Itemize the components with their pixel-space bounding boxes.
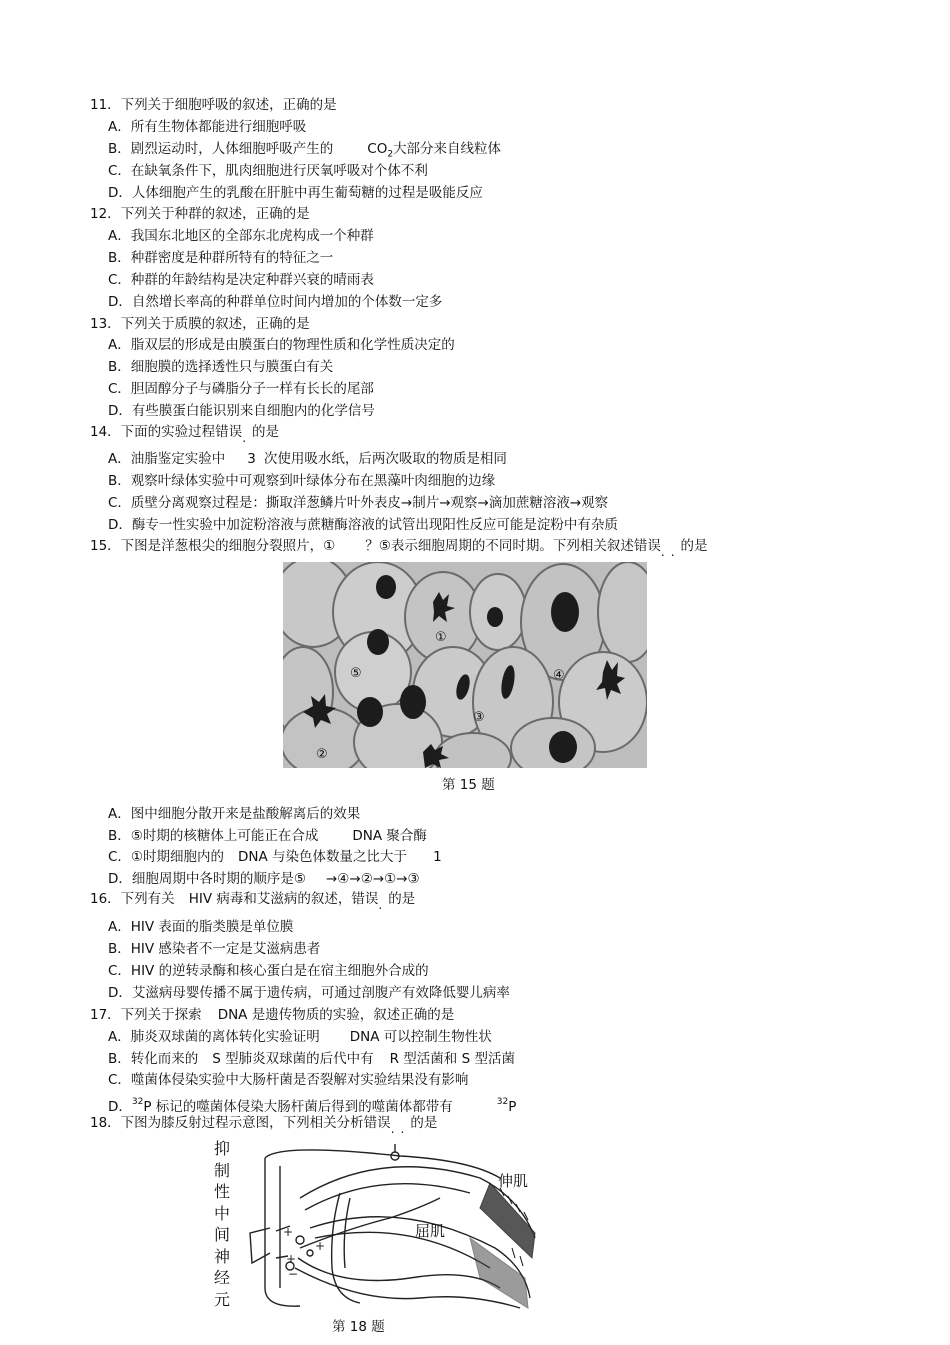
q14-option-b: B．观察叶绿体实验中可观察到叶绿体分布在黑藻叶肉细胞的边缘 [108,473,496,489]
svg-text:−: − [288,1267,299,1281]
q17-option-a: A．肺炎双球菌的离体转化实验证明 DNA 可以控制生物性状 [108,1029,492,1045]
q17-option-b: B．转化而来的 S 型肺炎双球菌的后代中有 R 型活菌和 S 型活菌 [108,1051,515,1067]
q11-option-a: A．所有生物体都能进行细胞呼吸 [108,119,307,135]
onion-root-tip-micrograph [283,562,647,768]
q15-option-b: B．⑤时期的核糖体上可能正在合成 DNA 聚合酶 [108,828,427,844]
q13-option-c: C．胆固醇分子与磷脂分子一样有长长的尾部 [108,381,374,397]
svg-text:+: + [286,1252,297,1266]
q16-stem: 16．下列有关 HIV 病毒和艾滋病的叙述，错误.的是 [90,891,416,912]
q14-option-a: A．油脂鉴定实验中 3 次使用吸水纸，后两次吸取的物质是相同 [108,451,507,467]
q18-caption: 第 18 题 [332,1319,385,1335]
q12-option-c: C．种群的年龄结构是决定种群兴衰的晴雨表 [108,272,374,288]
micrograph-label-4: ④ [553,668,565,683]
extensor-muscle-label: 伸肌 [498,1172,529,1190]
q12-option-a: A．我国东北地区的全部东北虎构成一个种群 [108,228,374,244]
q16-option-d: D．艾滋病母婴传播不属于遗传病，可通过剖腹产有效降低婴儿病率 [108,985,510,1001]
q13-option-b: B．细胞膜的选择透性只与膜蛋白有关 [108,359,334,375]
q17-option-c: C．噬菌体侵染实验中大肠杆菌是否裂解对实验结果没有影响 [108,1072,469,1088]
knee-reflex-diagram [200,1138,545,1318]
micrograph-label-2: ② [316,747,328,762]
micrograph-label-5: ⑤ [350,666,362,681]
q12-option-d: D．自然增长率高的种群单位时间内增加的个体数一定多 [108,294,443,310]
micrograph-label-1: ① [435,630,447,645]
micrograph-image [283,562,647,768]
q15-caption: 第 15 题 [442,777,495,793]
q13-stem: 13．下列关于质膜的叙述，正确的是 [90,316,310,332]
q15-option-d: D．细胞周期中各时期的顺序是⑤ →④→②→①→③ [108,871,420,887]
q16-option-c: C．HIV 的逆转录酶和核心蛋白是在宿主细胞外合成的 [108,963,429,979]
q11-stem: 11．下列关于细胞呼吸的叙述，正确的是 [90,97,337,113]
q15-stem: 15．下图是洋葱根尖的细胞分裂照片，① ？⑤表示细胞周期的不同时期。下列相关叙述错误..的是 [90,538,708,559]
q14-option-d: D．酶专一性实验中加淀粉溶液与蔗糖酶溶液的试管出现阳性反应可能是淀粉中有杂质 [108,517,618,533]
q13-option-a: A．脂双层的形成是由膜蛋白的物理性质和化学性质决定的 [108,337,455,353]
svg-text:+: + [283,1225,294,1239]
q17-stem: 17．下列关于探索 DNA 是遗传物质的实验，叙述正确的是 [90,1007,455,1023]
q13-option-d: D．有些膜蛋白能识别来自细胞内的化学信号 [108,403,375,419]
micrograph-label-3: ③ [473,710,485,725]
q14-stem: 14．下面的实验过程错误.的是 [90,424,280,445]
q14-option-c: C．质壁分离观察过程是：撕取洋葱鳞片叶外表皮→制片→观察→滴加蔗糖溶液→观察 [108,495,609,511]
q11-option-d: D．人体细胞产生的乳酸在肝脏中再生葡萄糖的过程是吸能反应 [108,185,483,201]
q16-option-a: A．HIV 表面的脂类膜是单位膜 [108,919,294,935]
reflex-arc-drawing [240,1138,540,1318]
q11-option-b: B．剧烈运动时，人体细胞呼吸产生的 $CO_2$大部分来自线粒体 [108,141,502,160]
q17-option-d: D．$^{32}$P 标记的噬菌体侵染大肠杆菌后得到的噬菌体都带有 $^{32}$P [108,1097,517,1115]
q15-option-c: C．①时期细胞内的 DNA 与染色体数量之比大于 1 [108,849,442,865]
svg-text:+: + [315,1239,326,1253]
q16-option-b: B．HIV 感染者不一定是艾滋病患者 [108,941,321,957]
q12-option-b: B．种群密度是种群所特有的特征之一 [108,250,334,266]
flexor-muscle-label: 屈肌 [415,1222,446,1240]
q15-option-a: A．图中细胞分散开来是盐酸解离后的效果 [108,806,361,822]
inhibitory-interneuron-label: 抑 制 性 中 间 神 经 元 [213,1139,230,1309]
q18-stem: 18．下图为膝反射过程示意图，下列相关分析错误..的是 [90,1115,438,1136]
q11-option-c: C．在缺氧条件下，肌肉细胞进行厌氧呼吸对个体不利 [108,163,428,179]
q12-stem: 12．下列关于种群的叙述，正确的是 [90,206,310,222]
